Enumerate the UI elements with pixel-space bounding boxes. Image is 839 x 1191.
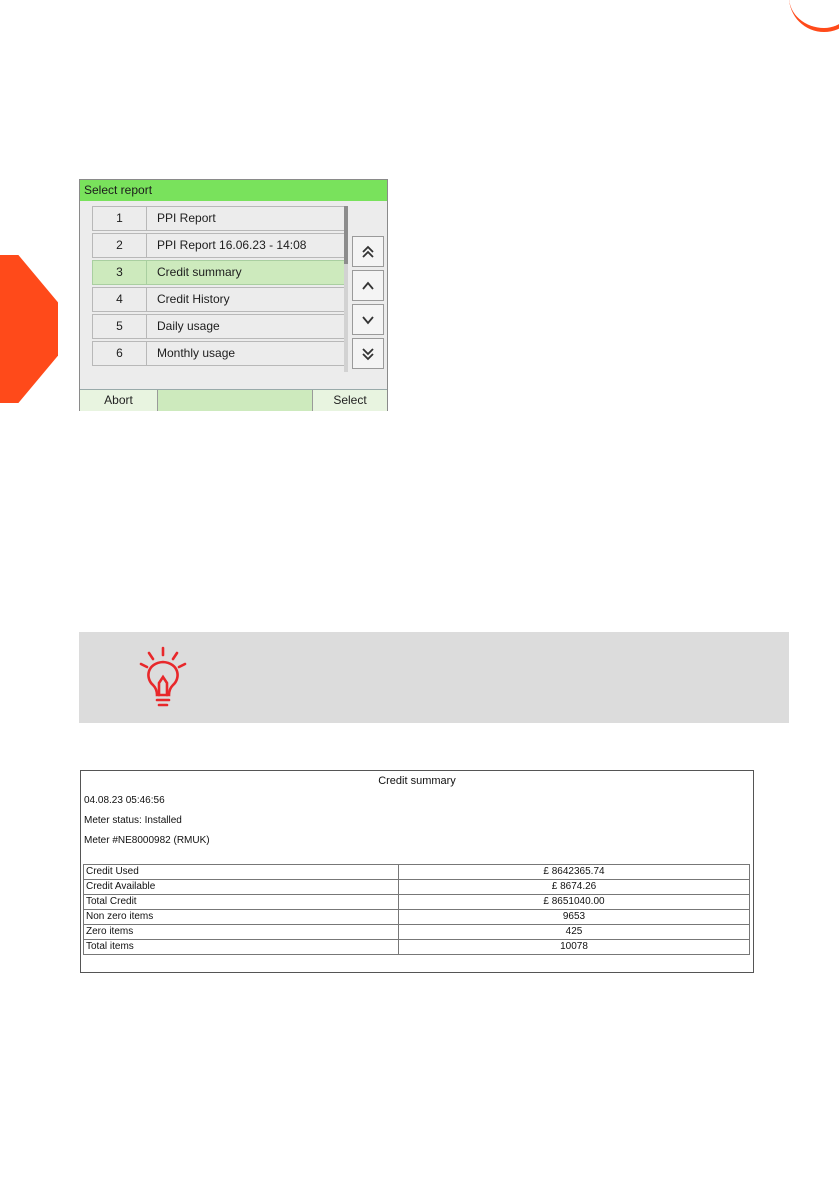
- table-row: [84, 895, 750, 910]
- list-item[interactable]: [92, 287, 347, 312]
- item-number: 4: [93, 288, 147, 311]
- item-number: 1: [93, 207, 147, 230]
- list-item[interactable]: [92, 314, 347, 339]
- item-number: 3: [93, 261, 147, 284]
- scroll-down-button[interactable]: [352, 304, 384, 335]
- select-button[interactable]: Select: [312, 390, 387, 411]
- meter-status: Meter status: Installed: [84, 815, 182, 826]
- screen-title: Select report: [80, 180, 387, 201]
- item-label: PPI Report: [157, 211, 216, 225]
- list-item[interactable]: [92, 206, 347, 231]
- double-chevron-down-icon: [361, 347, 375, 361]
- screen-footer: [80, 389, 387, 411]
- item-number: 2: [93, 234, 147, 257]
- row-label: Credit Available: [84, 880, 399, 895]
- row-label: Non zero items: [84, 910, 399, 925]
- chevron-down-icon: [361, 313, 375, 327]
- table-row: [84, 940, 750, 955]
- scroll-up-button[interactable]: [352, 270, 384, 301]
- row-label: Credit Used: [84, 865, 399, 880]
- list-scrollbar[interactable]: [344, 206, 348, 372]
- list-item-selected[interactable]: [92, 260, 347, 285]
- table-row: [84, 925, 750, 940]
- item-label: Monthly usage: [157, 346, 236, 360]
- item-number: 6: [93, 342, 147, 365]
- row-value: £ 8674.26: [399, 880, 750, 895]
- report-list: [92, 206, 347, 368]
- tip-box: [79, 632, 789, 723]
- item-label: Credit summary: [157, 265, 242, 279]
- page-corner-decoration: [789, 0, 839, 32]
- report-title: Credit summary: [378, 775, 456, 787]
- page-up-button[interactable]: [352, 236, 384, 267]
- meter-id: Meter #NE8000982 (RMUK): [84, 835, 210, 846]
- row-label: Zero items: [84, 925, 399, 940]
- list-item[interactable]: [92, 233, 347, 258]
- page-down-button[interactable]: [352, 338, 384, 369]
- row-label: Total Credit: [84, 895, 399, 910]
- credit-summary-report: [80, 770, 754, 973]
- lightbulb-icon: [135, 645, 191, 709]
- chevron-up-icon: [361, 279, 375, 293]
- credit-table: [83, 864, 750, 955]
- item-number: 5: [93, 315, 147, 338]
- table-row: [84, 910, 750, 925]
- select-report-screen: [79, 179, 388, 411]
- table-row: [84, 865, 750, 880]
- list-item[interactable]: [92, 341, 347, 366]
- item-label: Credit History: [157, 292, 230, 306]
- row-value: 425: [399, 925, 750, 940]
- row-value: 10078: [399, 940, 750, 955]
- report-datetime: 04.08.23 05:46:56: [84, 795, 165, 806]
- chapter-side-tab: [0, 255, 58, 403]
- double-chevron-up-icon: [361, 245, 375, 259]
- row-label: Total items: [84, 940, 399, 955]
- scrollbar-thumb[interactable]: [344, 206, 348, 264]
- table-row: [84, 880, 750, 895]
- item-label: Daily usage: [157, 319, 220, 333]
- row-value: £ 8651040.00: [399, 895, 750, 910]
- row-value: 9653: [399, 910, 750, 925]
- item-label: PPI Report 16.06.23 - 14:08: [157, 238, 307, 252]
- abort-button[interactable]: Abort: [80, 390, 158, 411]
- row-value: £ 8642365.74: [399, 865, 750, 880]
